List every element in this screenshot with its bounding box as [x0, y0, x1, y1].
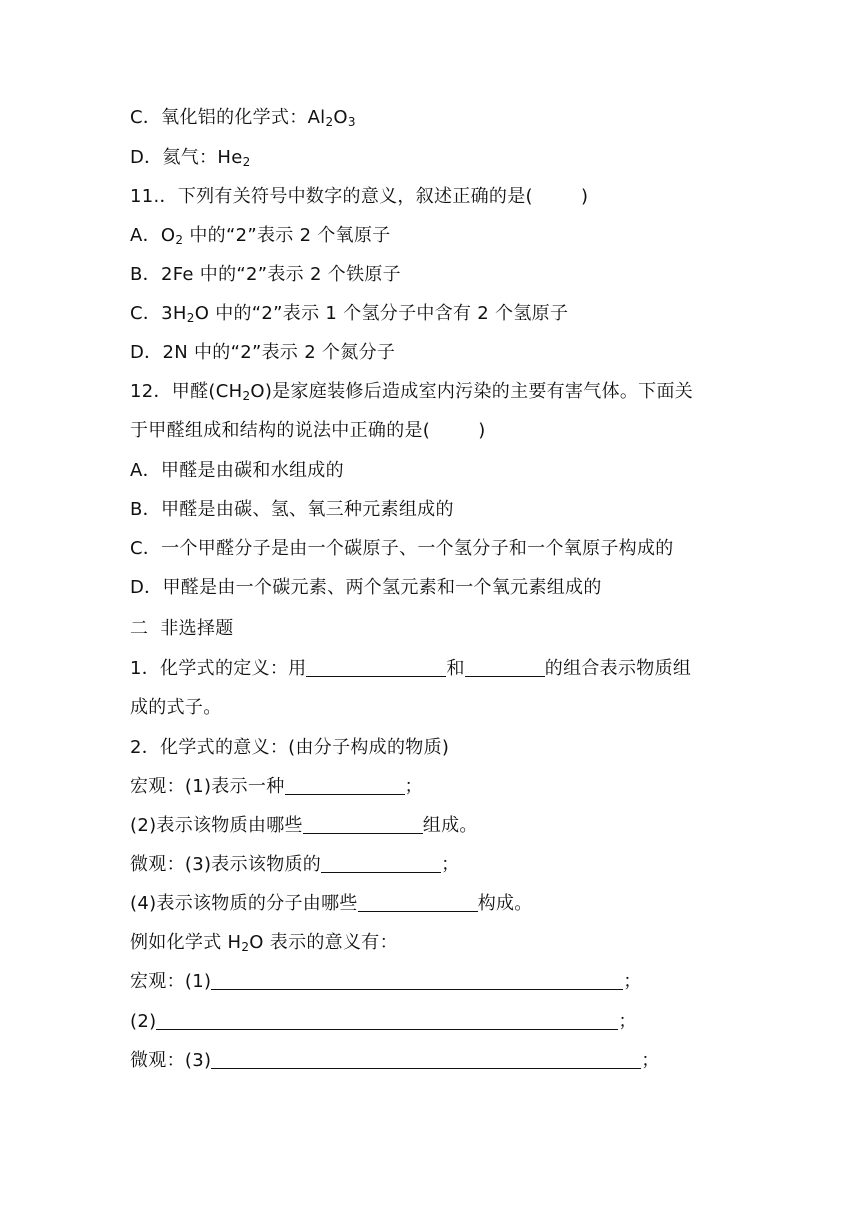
question-11: 11.．下列有关符号中数字的意义，叙述正确的是( ) — [130, 186, 589, 207]
fill-q1-line-2: 成的式子。 — [130, 697, 222, 718]
answer-blank[interactable] — [211, 971, 623, 990]
q12-option-d: D．甲醛是由一个碳元素、两个氢元素和一个氧元素组成的 — [130, 577, 602, 598]
fill-q1-line-1: 1．化学式的定义：用 和 的组合表示物质组 — [130, 658, 692, 679]
answer-blank[interactable] — [306, 658, 446, 677]
q12-option-a: A．甲醛是由碳和水组成的 — [130, 460, 344, 481]
q12-option-b: B．甲醛是由碳、氢、氧三种元素组成的 — [130, 499, 454, 520]
example-h2o: 例如化学式 $H_2O$ 表示的意义有： — [130, 932, 398, 954]
question-12-line-2: 于甲醛组成和结构的说法中正确的是( ) — [130, 420, 486, 441]
answer-blank[interactable] — [358, 893, 478, 912]
q11-option-b: B．2Fe 中的“2”表示 2 个铁原子 — [130, 264, 401, 285]
answer-blank[interactable] — [321, 854, 441, 873]
section-heading-non-choice: 二 非选择题 — [130, 618, 234, 639]
answer-blank[interactable] — [303, 815, 423, 834]
fill-q2: 2．化学式的意义：(由分子构成的物质) — [130, 737, 450, 758]
answer-blank[interactable] — [211, 1050, 641, 1069]
example-macro-2: (2) ； — [130, 1011, 637, 1032]
option-d-helium: D．氦气：$He_2$ — [130, 147, 251, 169]
q11-option-c: C．$3H_2O$ 中的“2”表示 1 个氢分子中含有 2 个氢原子 — [130, 303, 569, 325]
q11-option-d: D．2N 中的“2”表示 2 个氮分子 — [130, 342, 396, 363]
answer-blank[interactable] — [285, 776, 405, 795]
micro-4: (4)表示该物质的分子由哪些 构成。 — [130, 893, 533, 914]
option-c-aluminum-oxide: C．氧化铝的化学式：$Al_2O_3$ — [130, 107, 356, 129]
macro-1: 宏观：(1)表示一种 ； — [130, 776, 423, 797]
q12-option-c: C．一个甲醛分子是由一个碳原子、一个氢分子和一个氧原子构成的 — [130, 538, 674, 559]
question-12-line-1: 12．甲醛$(CH_2O)$是家庭装修后造成室内污染的主要有害气体。下面关 — [130, 381, 694, 403]
q11-option-a: A．$O_2$ 中的“2”表示 2 个氧原子 — [130, 225, 391, 247]
example-macro-1: 宏观：(1) ； — [130, 971, 642, 992]
macro-2: (2)表示该物质由哪些 组成。 — [130, 815, 478, 836]
answer-blank[interactable] — [465, 658, 545, 677]
example-micro-3: 微观：(3) ； — [130, 1050, 660, 1071]
micro-3: 微观：(3)表示该物质的 ； — [130, 854, 460, 875]
answer-blank[interactable] — [156, 1011, 618, 1030]
